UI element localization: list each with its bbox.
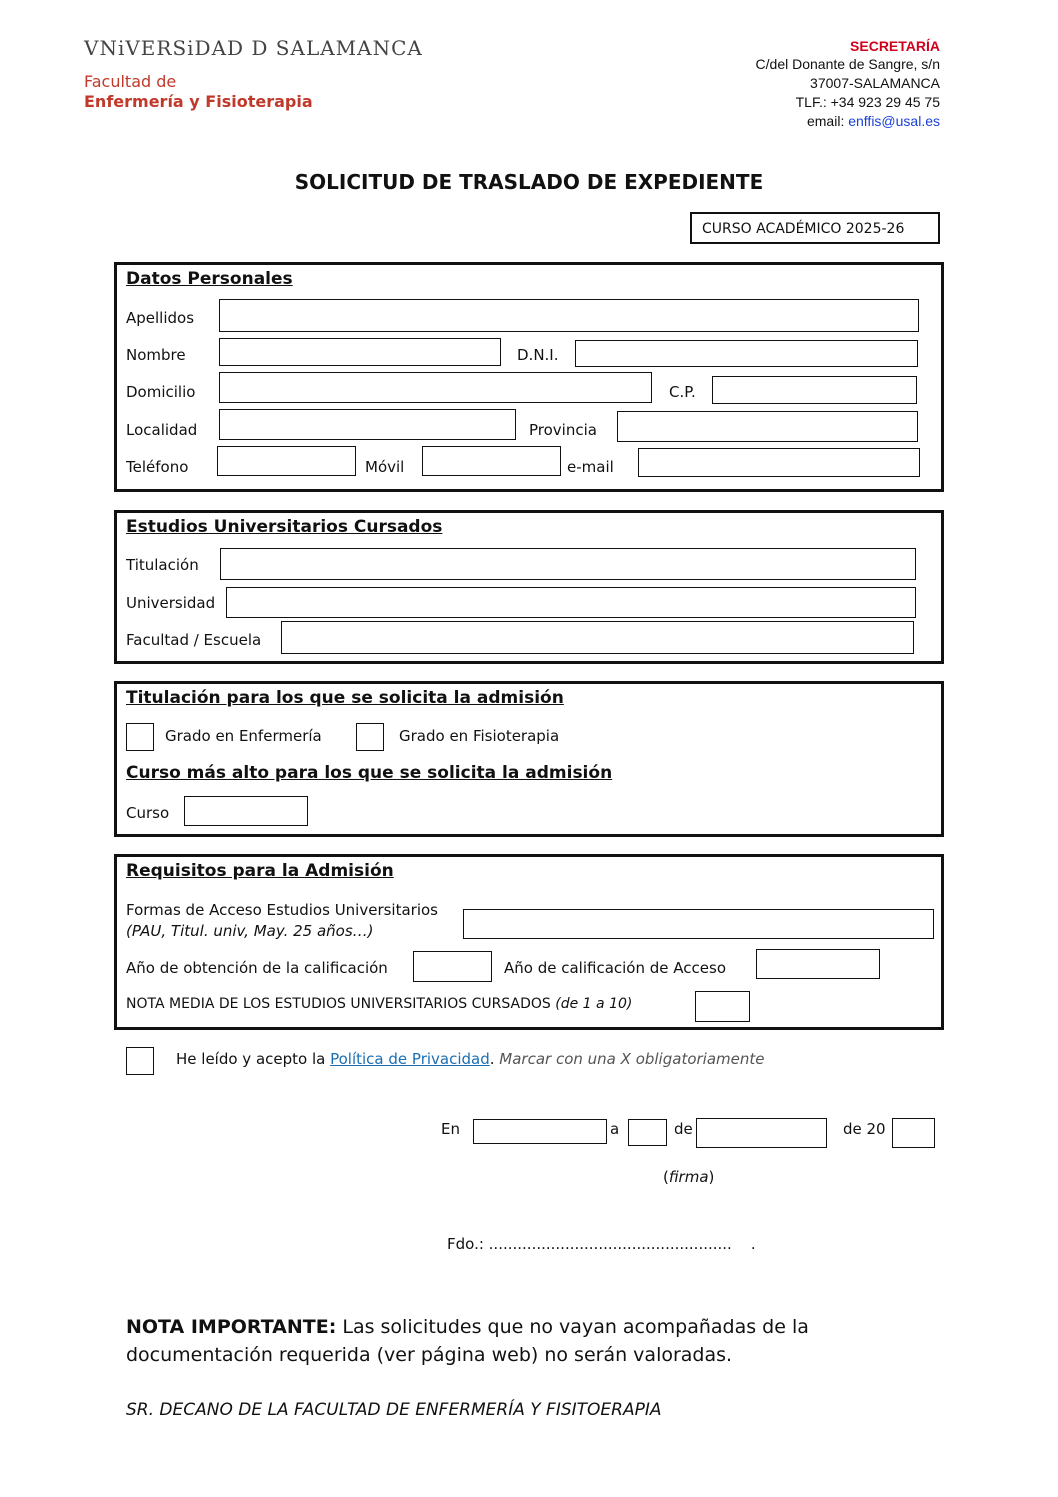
enfermeria-label: Grado en Enfermería	[165, 727, 322, 745]
admission-heading: Titulación para los que se solicita la admisión	[126, 688, 564, 708]
telefono-field[interactable]	[217, 446, 356, 476]
curso-label: Curso	[126, 804, 170, 822]
email-link[interactable]: enffis@usal.es	[848, 113, 940, 129]
provincia-label: Provincia	[529, 421, 597, 439]
en-label: En	[441, 1120, 460, 1138]
movil-label: Móvil	[365, 458, 405, 476]
universidad-field[interactable]	[226, 587, 916, 618]
faculty-name-line1: Facultad de	[84, 72, 177, 91]
domicilio-label: Domicilio	[126, 383, 196, 401]
nombre-field[interactable]	[219, 338, 501, 366]
universidad-label: Universidad	[126, 594, 216, 612]
requirements-heading: Requisitos para la Admisión	[126, 861, 394, 881]
course-year-box: CURSO ACADÉMICO 2025-26	[690, 212, 940, 244]
firma-label	[663, 1168, 714, 1186]
important-note-label: NOTA IMPORTANTE:	[126, 1316, 337, 1338]
important-note	[126, 1313, 946, 1369]
secretaria-title: SECRETARÍA	[850, 38, 940, 54]
apellidos-label: Apellidos	[126, 309, 195, 327]
day-field[interactable]	[628, 1119, 667, 1146]
enfermeria-checkbox[interactable]	[126, 723, 154, 751]
personal-data-heading: Datos Personales	[126, 269, 293, 289]
nota-media-label	[126, 996, 632, 1012]
movil-field[interactable]	[422, 446, 561, 476]
de-label: de	[674, 1120, 693, 1138]
month-field[interactable]	[696, 1118, 827, 1148]
page-title: SOLICITUD DE TRASLADO DE EXPEDIENTE	[294, 170, 764, 194]
privacy-note: Marcar con una X obligatoriamente	[494, 1050, 765, 1068]
address-line2: 37007-SALAMANCA	[810, 75, 940, 91]
place-field[interactable]	[473, 1119, 607, 1144]
privacy-dot: .	[489, 1050, 495, 1068]
email-field-label: e-mail	[567, 458, 614, 476]
addressee: SR. DECANO DE LA FACULTAD DE ENFERMERÍA Y FISITOERAPIA	[126, 1400, 662, 1420]
ano-calificacion-field[interactable]	[756, 949, 880, 979]
email-line	[807, 113, 940, 129]
firma-text: firma	[668, 1168, 709, 1186]
firma-open-paren: (	[663, 1168, 669, 1186]
curso-field[interactable]	[184, 796, 308, 826]
formas-acceso-hint: (PAU, Titul. univ, May. 25 años…)	[126, 922, 374, 940]
formas-acceso-field[interactable]	[463, 909, 934, 939]
email-field[interactable]	[638, 448, 920, 477]
telefono-label: Teléfono	[126, 458, 189, 476]
apellidos-field[interactable]	[219, 299, 919, 332]
fdo-line: Fdo.: ................................................... .	[447, 1235, 756, 1253]
facultad-label: Facultad / Escuela	[126, 631, 262, 649]
privacy-text	[176, 1050, 764, 1068]
formas-acceso-label: Formas de Acceso Estudios Universitarios	[126, 901, 438, 919]
fisioterapia-checkbox[interactable]	[356, 723, 384, 751]
cp-label: C.P.	[669, 383, 696, 401]
de20-label: de 20	[843, 1120, 886, 1138]
nota-media-range: (de 1 a 10)	[555, 996, 633, 1012]
admission-section	[114, 681, 944, 837]
a-label: a	[610, 1120, 620, 1138]
privacy-policy-link[interactable]: Política de Privacidad	[330, 1050, 490, 1068]
studies-section	[114, 510, 944, 664]
dni-label: D.N.I.	[517, 346, 559, 364]
titulacion-field[interactable]	[220, 548, 916, 580]
phone-number: TLF.: +34 923 29 45 75	[795, 94, 940, 110]
address-line1: C/del Donante de Sangre, s/n	[755, 56, 940, 72]
fisioterapia-label: Grado en Fisioterapia	[399, 727, 560, 745]
ano-calificacion-label: Año de calificación de Acceso	[504, 959, 726, 977]
university-logo-text: VNiVERSiDAD D SALAMANCA	[84, 36, 423, 60]
nombre-label: Nombre	[126, 346, 186, 364]
ano-obtencion-label: Año de obtención de la calificación	[126, 959, 388, 977]
domicilio-field[interactable]	[219, 372, 652, 403]
highest-course-heading: Curso más alto para los que se solicita la admisión	[126, 763, 613, 783]
privacy-checkbox[interactable]	[126, 1047, 154, 1075]
requirements-section	[114, 854, 944, 1030]
cp-field[interactable]	[712, 376, 917, 404]
studies-heading: Estudios Universitarios Cursados	[126, 517, 443, 537]
firma-close-paren: )	[708, 1168, 715, 1186]
titulacion-label: Titulación	[126, 556, 199, 574]
faculty-name-line2: Enfermería y Fisioterapia	[84, 92, 313, 111]
facultad-field[interactable]	[281, 621, 914, 654]
email-label: email:	[806, 113, 849, 129]
nota-media-text: NOTA MEDIA DE LOS ESTUDIOS UNIVERSITARIOS CURSADOS	[126, 996, 556, 1012]
personal-data-section	[114, 262, 944, 492]
localidad-label: Localidad	[126, 421, 198, 439]
important-note-text: Las solicitudes que no vayan acompañadas de la documentación requerida (ver página web) no serán valoradas.	[126, 1316, 809, 1366]
localidad-field[interactable]	[219, 409, 516, 440]
provincia-field[interactable]	[617, 411, 918, 442]
year-field[interactable]	[892, 1118, 935, 1148]
nota-media-field[interactable]	[695, 991, 750, 1022]
dni-field[interactable]	[575, 340, 918, 367]
privacy-prefix: He leído y acepto la	[176, 1050, 331, 1068]
ano-obtencion-field[interactable]	[413, 951, 492, 982]
